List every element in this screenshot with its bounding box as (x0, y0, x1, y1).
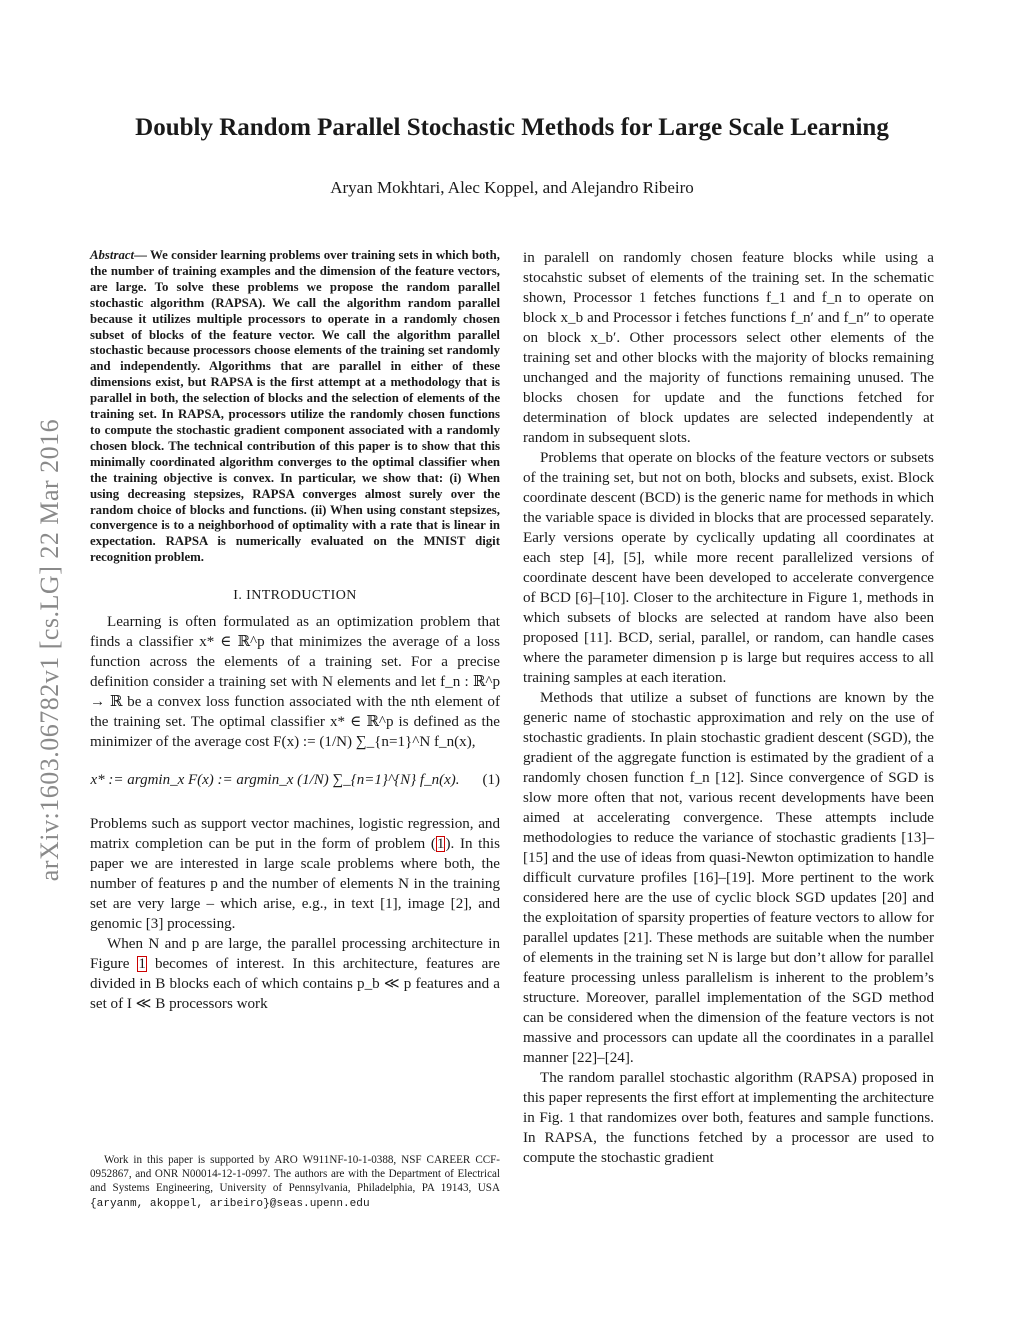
intro-paragraph-4: Problems that operate on blocks of the feature vectors or subsets of the training set, but not on both, blocks and subsets, exist. Block coordinate descent (BCD) is the generic name for methods in which the variable space is divided in blocks that are processed separately. Early versions operate by cyclically updating all coordinates at each step [4], [5], while more recent parallelized versions of coordinate descent have been developed to accelerate convergence of BCD [6]–[10]. Closer to the architecture in Figure 1, methods in which subsets of blocks are selected at random have also been proposed [11]. BCD, serial, parallel, or random, can handle cases where the parameter dimension p is large but requires access to all training samples at each iteration. (523, 450, 934, 686)
footnote (90, 1153, 500, 1211)
arxiv-sidebar-stamp (0, 330, 100, 970)
paragraph-text: becomes of interest. In this architecture, features are divided in B blocks each of which contains p_b ≪ p features and a set of I ≪ B processors work (90, 956, 500, 1013)
abstract (90, 248, 500, 566)
paragraph-text: Problems such as support vector machines, logistic regression, and matrix completion can be put in the form of problem ( (90, 816, 500, 853)
equation-link[interactable]: 1 (436, 836, 445, 853)
intro-paragraph-1: Learning is often formulated as an optimization problem that finds a classifier x* ∈ ℝ^p that minimizes the average of a loss function across the elements of a training set. For a precise definition consider a training set with N elements and let f_n : ℝ^p → ℝ be a convex loss function associated with the nth element of the training set. The optimal classifier x* ∈ ℝ^p is defined as the minimizer of the average cost F(x) := (1/N) ∑_{n=1}^N f_n(x), (90, 614, 500, 751)
paragraph-text: When N and p are large, the parallel processing architecture in Figure (90, 936, 500, 973)
abstract-text: — We consider learning problems over training sets in which both, the number of training examples and the dimension of the feature vectors, are large. To solve these problems we propose the random parallel stochastic algorithm (RAPSA). We call the algorithm random parallel because it utilizes multiple processors to operate in a randomly chosen subset of blocks of the feature vector. We call the algorithm parallel stochastic because processors choose elements of the training set randomly and independently. Algorithms that are parallel in either of these dimensions exist, but RAPSA is the first attempt at a methodology that is parallel in both, the selection of blocks and the selection of elements of the training set. In RAPSA, processors utilize the randomly chosen functions to compute the stochastic gradient component associated with a randomly chosen block. The technical contribution of this paper is to show that this minimally coordinated algorithm converges to the optimal classifier when the training objective is convex. In particular, we show that: (i) When using decreasing stepsizes, RAPSA converges almost surely over the random choice of blocks and functions. (ii) When using constant stepsizes, convergence is to a neighborhood of optimality with a rate that is linear in expectation. RAPSA is numerically evaluated on the MNIST digit recognition problem. (90, 248, 500, 565)
paragraph-text: ). In this paper we are interested in large scale problems where both, the number of features p and the number of elements N in the training set are very large – which arise, e.g., in text [1], image [2], and genomic [3] processing. (90, 836, 500, 933)
left-column (90, 248, 500, 1014)
footnote-text: Work in this paper is supported by ARO W911NF-10-1-0388, NSF CAREER CCF-0952867, and ONR N00014-12-1-0997. The authors are with the Department of Electrical and Systems Engineering, University of Pennsylvania, Philadelphia, PA 19143, USA (90, 1154, 500, 1195)
figure-link[interactable]: 1 (138, 956, 146, 973)
intro-paragraph-3-continued: in paralell on randomly chosen feature blocks while using a stocahstic subset of elements of the training set. In the schematic shown, Processor 1 fetches functions f_1 and f_n to operate on block x_b and Processor i fetches functions f_n′ and f_n″ to operate on block x_b′. Other processors select other elements of the training set and other blocks with the majority of blocks remaining unchanged and the majority of functions remaining unused. The blocks chosen for update and the functions fetched for determination of block updates are selected independently at random in subsequent slots. (523, 250, 934, 446)
intro-paragraph-6: The random parallel stochastic algorithm (RAPSA) proposed in this paper represents the first effort at implementing the architecture in Fig. 1 that randomizes over both, features and sample functions. In RAPSA, the functions fetched by a processor are used to compute the stochastic gradient (523, 1070, 934, 1166)
footnote-emails: {aryanm, akoppel, aribeiro}@seas.upenn.edu (90, 1197, 370, 1210)
paper-title: Doubly Random Parallel Stochastic Methods for Large Scale Learning (135, 114, 889, 141)
author-list: Aryan Mokhtari, Alec Koppel, and Alejandro Ribeiro (330, 178, 694, 197)
right-column (523, 248, 934, 1168)
equation-1 (90, 762, 500, 804)
arxiv-id: arXiv:1603.06782v1 [cs.LG] 22 Mar 2016 (35, 418, 64, 882)
equation-number: (1) (482, 772, 500, 789)
intro-paragraph-5: Methods that utilize a subset of functions are known by the generic name of stochastic approximation and rely on the use of stochastic gradients. In plain stochastic gradient descent (SGD), the gradient of the aggregate function is estimated by the gradient of a randomly chosen function f_n [12]. Since convergence of SGD is slow more often that not, various recent developments have been aimed at accelerating convergence. These attempts include methodologies to reduce the variance of stochastic gradients [13]–[15] and the use of ideas from quasi-Newton optimization to handle difficult curvature profiles [16]–[19]. More pertinent to the work considered here are the use of cyclic block SGD updates [20] and the exploitation of sparsity properties of feature vectors to allow for parallel updates [21]. These methods are suitable when the number of elements in the training set N is large but don’t allow for parallel feature processing unless parallelism is inherent to the problem’s structure. Moreover, parallel implementation of the SGD method can be considered when the dimension of the feature vectors is not massive and processors can update all the coordinates in a parallel manner [22]–[24]. (523, 690, 934, 1066)
section-heading-introduction: I. INTRODUCTION (233, 588, 357, 604)
abstract-label: Abstract (90, 248, 135, 262)
intro-paragraph-2 (90, 814, 500, 934)
intro-paragraph-3 (90, 934, 500, 1014)
equation-body: x* := argmin_x F(x) := argmin_x (1/N) ∑_{n=1}^{N} f_n(x). (90, 772, 460, 789)
